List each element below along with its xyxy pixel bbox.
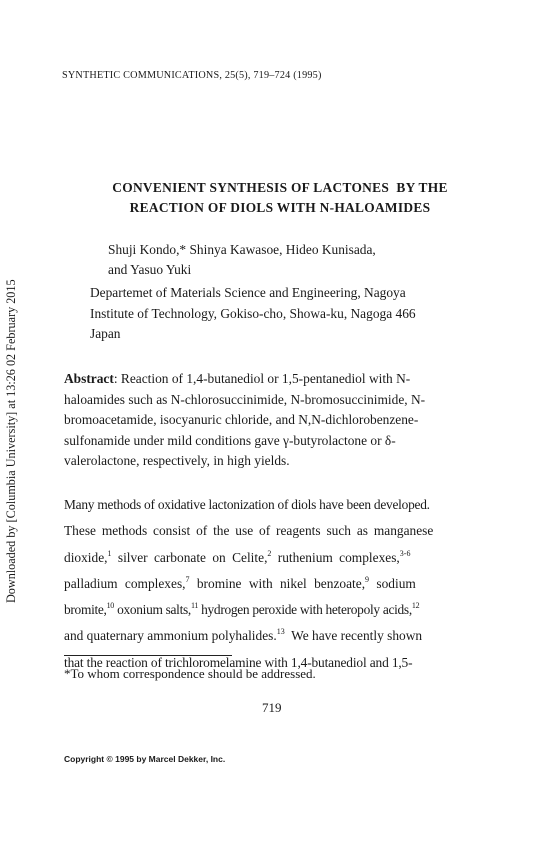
- footnote-rule: [64, 655, 232, 656]
- title-line-1: CONVENIENT SYNTHESIS OF LACTONES BY THE: [112, 180, 448, 195]
- body-text-segment: silver carbonate on Celite,: [111, 549, 268, 565]
- body-text: [64, 492, 504, 676]
- footnote: *To whom correspondence should be addressed.: [64, 666, 316, 681]
- affiliation-line-3: Japan: [90, 326, 121, 341]
- paper-title: [60, 178, 500, 218]
- abstract-line-1: [64, 369, 504, 390]
- citation: 11: [190, 601, 199, 611]
- body-line-2: These methods consist of the use of reagents such as manganese: [64, 523, 434, 539]
- abstract-line-5: valerolactone, respectively, in high yields.: [64, 453, 290, 468]
- body-text-segment: ruthenium complexes,: [271, 549, 400, 565]
- author-list: [108, 240, 376, 280]
- body-line-6: [64, 623, 504, 649]
- body-text-segment: and quaternary ammonium polyhalides.: [64, 628, 277, 644]
- abstract-line-3: bromoacetamide, isocyanuric chloride, and N,N-dichlorobenzene-: [64, 412, 419, 427]
- download-watermark: [0, 0, 22, 863]
- journal-citation: SYNTHETIC COMMUNICATIONS, 25(5), 719–724 (1995): [62, 70, 322, 81]
- body-line-7: that the reaction of trichloromelamine with 1,4-butanediol and 1,5-: [64, 654, 413, 670]
- abstract-line-4: sulfonamide under mild conditions gave γ-butyrolactone or δ-: [64, 432, 396, 448]
- body-text-segment: bromite,: [64, 602, 107, 618]
- citation: 2: [267, 548, 272, 558]
- authors-line-2: and Yasuo Yuki: [108, 262, 192, 277]
- abstract: [64, 369, 504, 472]
- authors-line-1: Shuji Kondo,* Shinya Kawasoe, Hideo Kunisada,: [108, 242, 376, 257]
- body-text-segment: palladium complexes,: [64, 575, 186, 591]
- download-note-text: Downloaded by [Columbia University] at 13:26 02 February 2015: [4, 279, 18, 603]
- citation: 7: [185, 574, 190, 584]
- body-text-segment: We have recently shown: [284, 628, 423, 644]
- citation: 13: [276, 627, 285, 637]
- affiliation: [90, 283, 505, 345]
- copyright-notice: Copyright © 1995 by Marcel Dekker, Inc.: [64, 754, 226, 764]
- body-text-segment: bromine with nikel benzoate,: [189, 575, 366, 591]
- body-line-3: [64, 545, 504, 571]
- page-number: 719: [262, 700, 282, 715]
- affiliation-line-2: Institute of Technology, Gokiso-cho, Showa-ku, Nagoga 466: [90, 305, 416, 321]
- citation: 12: [411, 601, 420, 611]
- body-line-4: [64, 571, 504, 597]
- body-text-segment: sodium: [369, 575, 416, 591]
- abstract-text: : Reaction of 1,4-butanediol or 1,5-pentanediol with N-: [113, 371, 411, 386]
- body-line-5: [64, 597, 504, 623]
- body-text-segment: oxonium salts,: [114, 602, 191, 618]
- citation: 3-6: [399, 548, 411, 558]
- citation: 9: [365, 574, 370, 584]
- body-text-segment: hydrogen peroxide with heteropoly acids,: [198, 602, 412, 618]
- affiliation-line-1: Departemet of Materials Science and Engineering, Nagoya: [90, 285, 406, 300]
- title-line-2: REACTION OF DIOLS WITH N-HALOAMIDES: [129, 200, 431, 215]
- citation: 1: [107, 548, 112, 558]
- citation: 10: [106, 601, 115, 611]
- abstract-line-2: haloamides such as N-chlorosuccinimide, N-bromosuccinimide, N-: [64, 391, 426, 407]
- body-text-segment: dioxide,: [64, 549, 108, 565]
- body-line-1: Many methods of oxidative lactonization of diols have been developed.: [64, 497, 430, 512]
- abstract-label: Abstract: [64, 371, 114, 386]
